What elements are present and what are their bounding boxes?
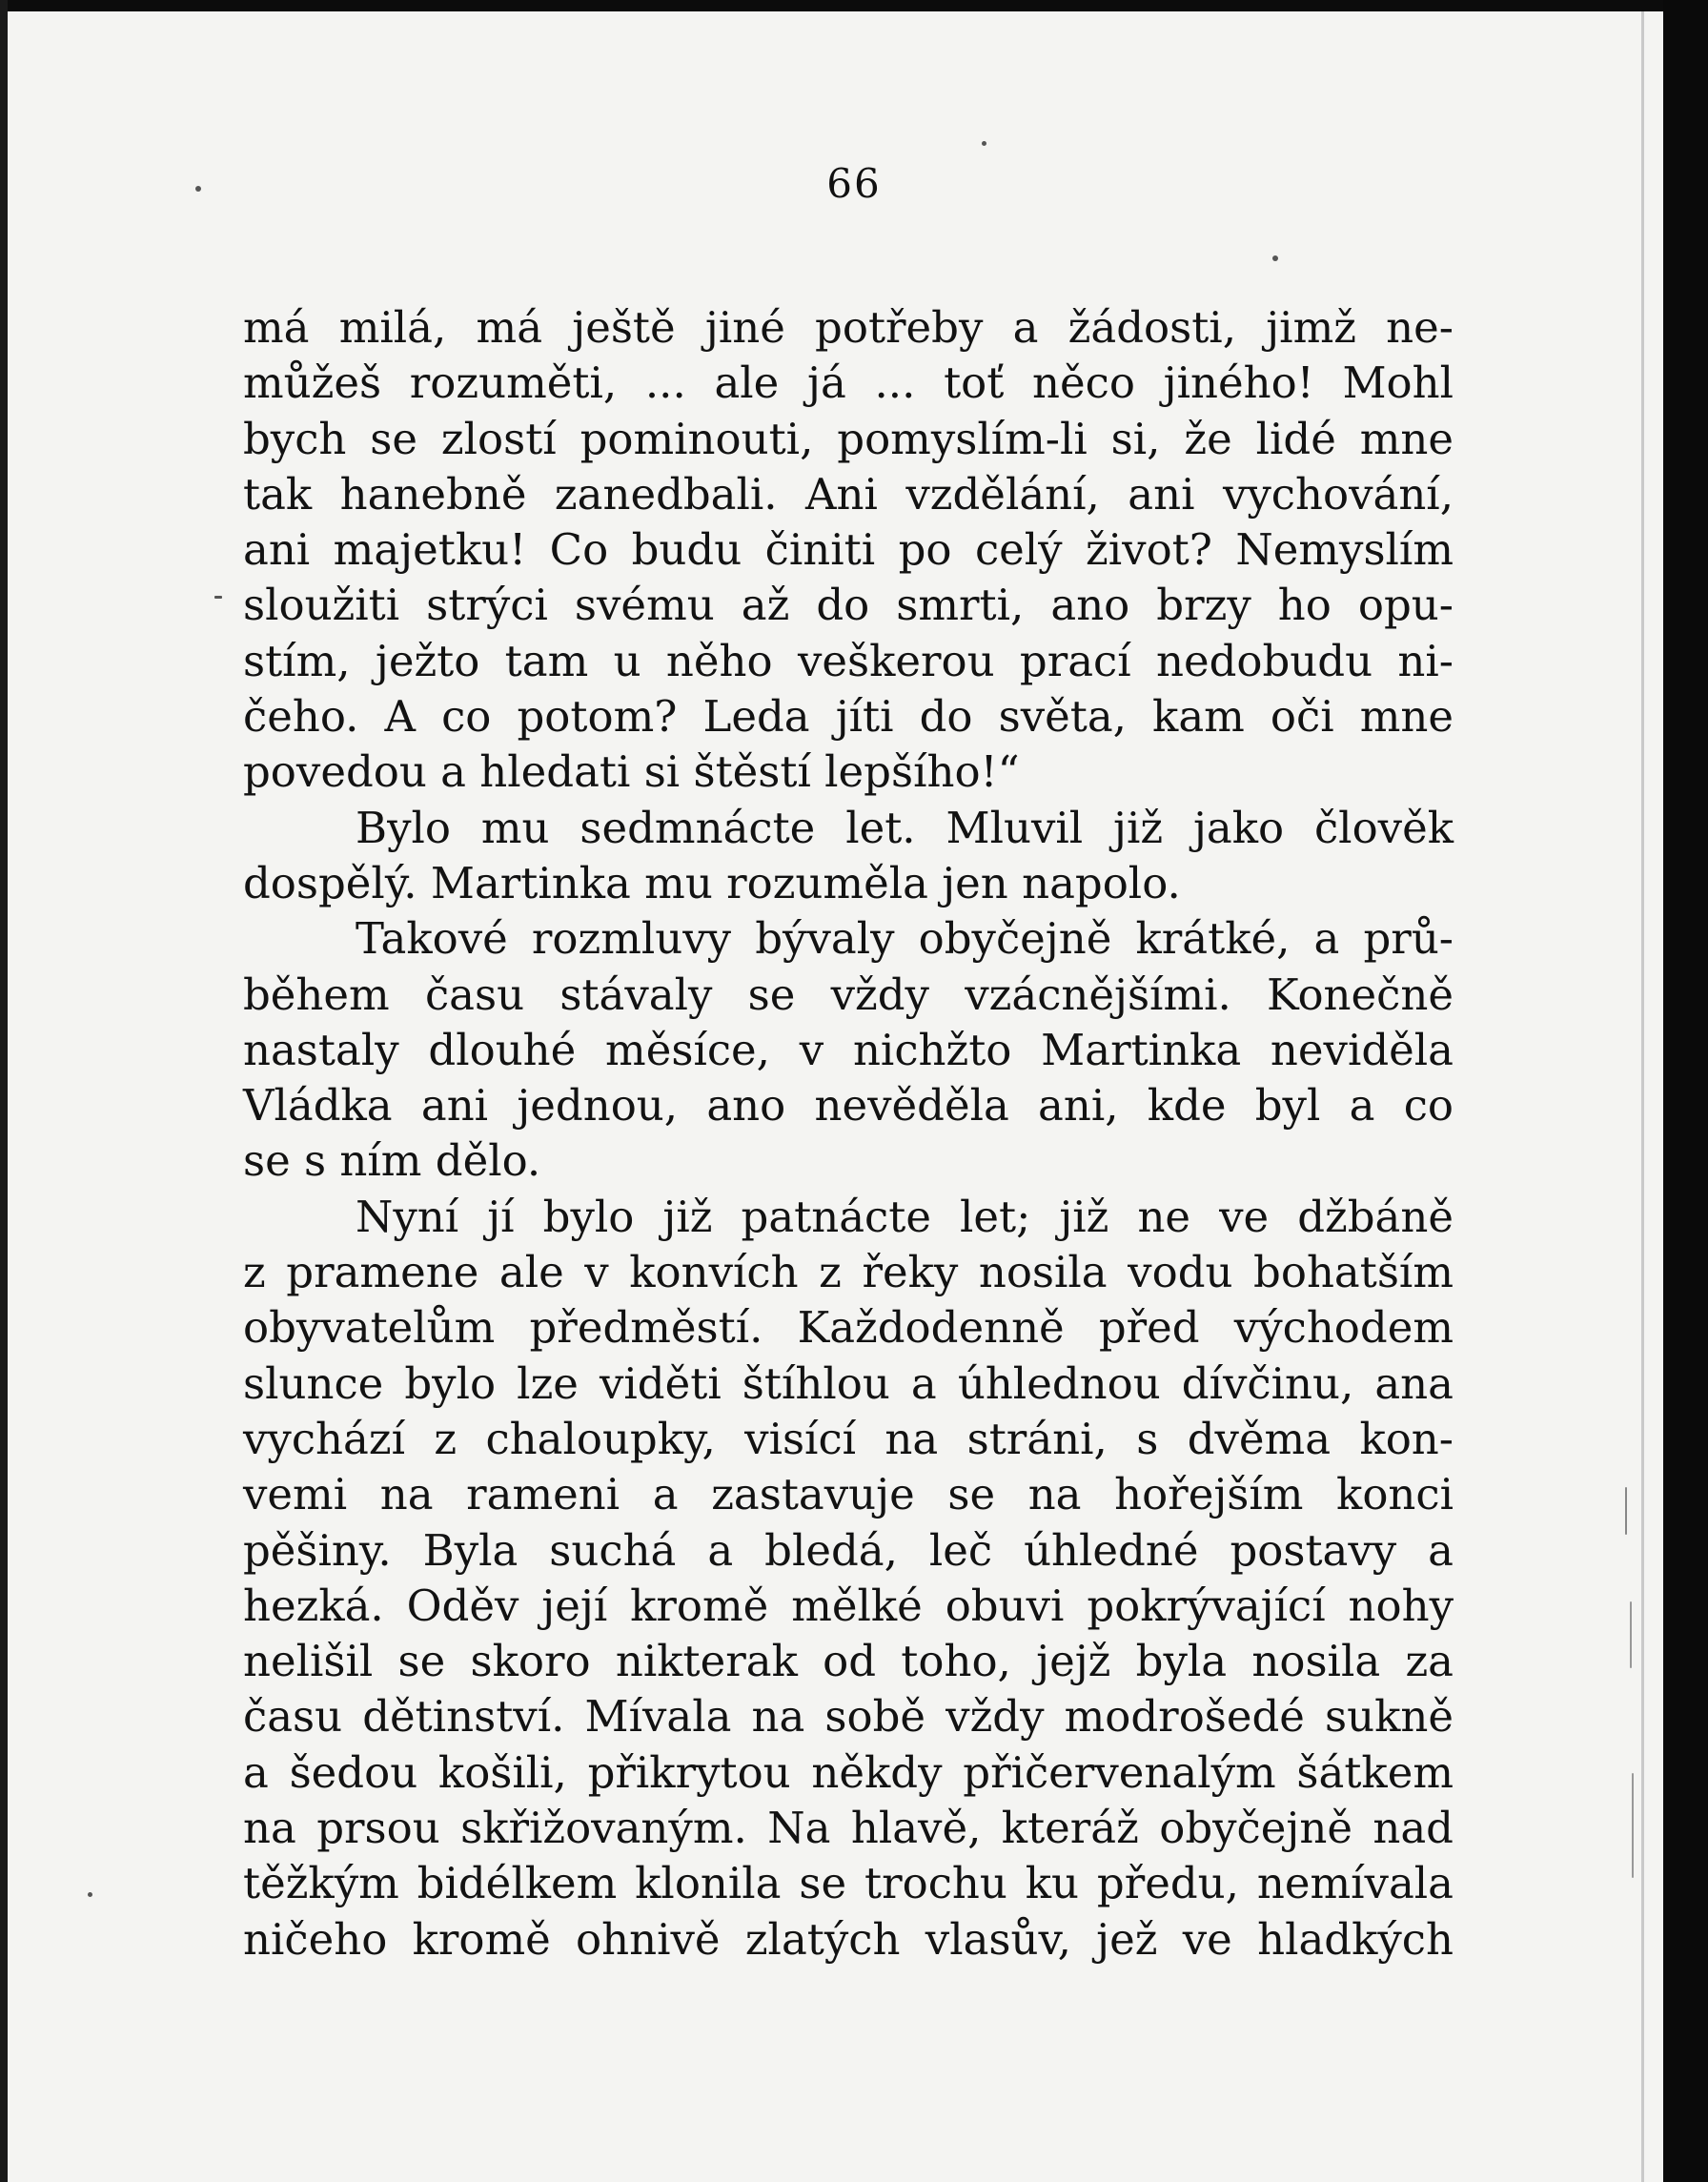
text-line: má milá, má ještě jiné potřeby a žádosti, jimž ne- [243,302,1454,353]
scan-speck [1632,1773,1634,1878]
text-line: bych se zlostí pominouti, pomyslím-li si, že lidé mne [243,413,1454,464]
scan-top-border [0,0,1708,11]
body-text [243,300,1454,1968]
text-line: pěšiny. Byla suchá a bledá, leč úhledné postavy a [243,1524,1454,1576]
text-line: můžeš rozuměti, ... ale já ... toť něco jiného! Mohl [243,357,1454,409]
text-line: sloužiti strýci svému až do smrti, ano brzy ho opu- [243,580,1454,631]
scan-right-border [1663,0,1708,2182]
scan-speck [88,1892,92,1897]
scan-speck [1625,1487,1627,1535]
text-line: Takové rozmluvy bývaly obyčejně krátké, a prů- [356,913,1454,965]
text-line: z pramene ale v konvích z řeky nosila vodu bohatším [243,1247,1454,1298]
scan-speck [1272,255,1278,261]
scan-speck [982,141,986,146]
text-line: během času stávaly se vždy vzácnějšími. Konečně [243,969,1454,1020]
text-line: času dětinství. Mívala na sobě vždy modrošedé sukně [243,1691,1454,1743]
text-line: obyvatelům předměstí. Každodenně před východem [243,1302,1454,1354]
scan-speck [1630,1601,1632,1668]
text-line: na prsou skřižovaným. Na hlavě, kteráž obyčejně nad [243,1803,1454,1854]
text-line: stím, ježto tam u něho veškerou prací nedobudu ni- [243,635,1454,686]
text-line: Nyní jí bylo již patnácte let; již ne ve džbáně [356,1191,1454,1242]
text-line: se s ním dělo. [243,1135,541,1187]
text-line: čeho. A co potom? Leda jíti do světa, kam oči mne [243,691,1454,743]
text-line: Vládka ani jednou, ano nevěděla ani, kde byl a co [243,1080,1454,1132]
text-line: povedou a hledati si štěstí lepšího!“ [243,746,1020,798]
text-line: těžkým bidélkem klonila se trochu ku předu, nemívala [243,1858,1454,1909]
text-line: dospělý. Martinka mu rozuměla jen napolo. [243,857,1181,908]
text-line: Bylo mu sedmnácte let. Mluvil již jako člověk [356,802,1454,853]
scan-left-border [0,0,8,2182]
text-line: nastaly dlouhé měsíce, v nichžto Martinka neviděla [243,1024,1454,1075]
text-line: vychází z chaloupky, visící na stráni, s dvěma kon- [243,1413,1454,1464]
page-right-edge [1641,11,1644,2182]
text-line: ničeho kromě ohnivě zlatých vlasův, jež ve hladkých [243,1913,1454,1965]
text-line: ani majetku! Co budu činiti po celý život? Nemyslím [243,524,1454,576]
scan-speck [214,596,222,599]
text-line: a šedou košili, přikrytou někdy přičervenalým šátkem [243,1746,1454,1798]
text-line: vemi na rameni a zastavuje se na hořejším konci [243,1469,1454,1520]
text-line: tak hanebně zanedbali. Ani vzdělání, ani vychování, [243,468,1454,520]
page-number: 66 [826,160,882,207]
text-line: nelišil se skoro nikterak od toho, jejž byla nosila za [243,1636,1454,1687]
text-line: hezká. Oděv její kromě mělké obuvi pokrývající nohy [243,1580,1454,1631]
text-line: slunce bylo lze viděti štíhlou a úhlednou dívčinu, ana [243,1357,1454,1409]
